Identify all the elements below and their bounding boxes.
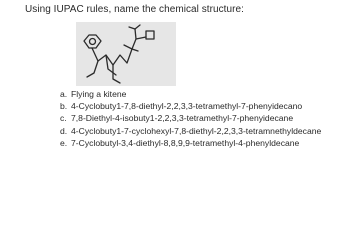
option-letter: c. — [60, 113, 67, 124]
option-d[interactable] — [60, 125, 321, 137]
option-c[interactable] — [60, 112, 321, 124]
answer-options — [60, 88, 321, 149]
option-text: Flying a kitene — [71, 89, 127, 99]
option-letter: d. — [60, 125, 68, 136]
question-text: Using IUPAC rules, name the chemical structure: — [25, 4, 244, 15]
option-letter: b. — [60, 101, 68, 112]
option-e[interactable] — [60, 137, 321, 149]
option-text: 7-Cyclobutyl-3,4-diethyl-8,8,9,9-tetramethyl-4-phenyldecane — [71, 137, 300, 148]
skeletal-structure-icon — [74, 21, 190, 87]
option-text: 7,8-Diethyl-4-isobuty1-2,2,3,3-tetramethyl-7-phenyidecane — [71, 113, 294, 124]
option-text: 4-Cyclobuty1-7-cyclohexyl-7,8-diethyl-2,2,3,3-tetramnethyldecane — [71, 125, 322, 136]
option-a[interactable] — [60, 88, 321, 100]
option-text: 4-Cyclobuty1-7,8-diethyl-2,2,3,3-tetramethyl-7-phenyidecano — [71, 101, 303, 112]
option-letter: e. — [60, 137, 68, 148]
structure-highlight — [76, 22, 176, 86]
option-b[interactable] — [60, 100, 321, 112]
option-letter: a. — [60, 89, 68, 99]
